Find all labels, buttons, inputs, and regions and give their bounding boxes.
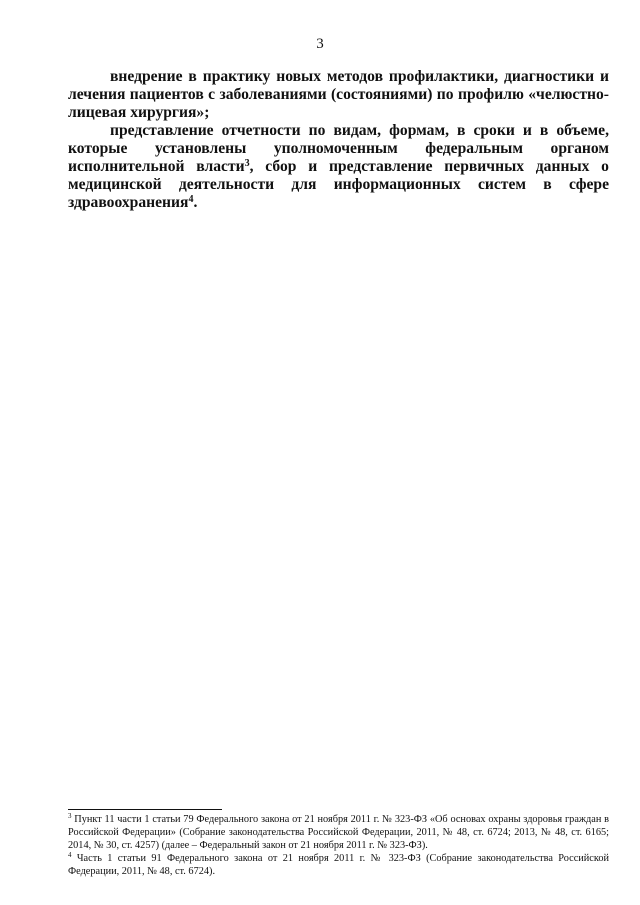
paragraph-reporting-text-c: . bbox=[193, 194, 198, 211]
paragraph-implementation: внедрение в практику новых методов профилактики, диагностики и лечения пациентов с заболеваниями (состояниями) по профилю «челюстно-лицевая хирургия»; bbox=[68, 68, 609, 121]
footnote bbox=[68, 852, 609, 878]
paragraph-reporting-text-b: , сбор и представление первичных данных о медицинской деятельности для информационных систем в сфере здравоохранения bbox=[68, 158, 609, 211]
footnote bbox=[68, 813, 609, 852]
footnote-marker: 3 bbox=[68, 812, 72, 820]
footnote-text: Пункт 11 части 1 статьи 79 Федерального закона от 21 ноября 2011 г. № 323-ФЗ «Об основах охраны здоровья граждан в Российской Федерации» (Собрание законодательства Российской Федерации, 2011, № 48, ст. 6724; 2013, № 48, ст. 6165; 2014, № 30, ст. 4257) (далее – Федеральный закон от 21 ноября 2011 г. № 323-ФЗ). bbox=[68, 814, 609, 851]
footnote-marker: 4 bbox=[68, 851, 72, 859]
page-number: 3 bbox=[316, 36, 324, 52]
footnote-ref-4: 4 bbox=[188, 194, 194, 205]
footnote-ref-3: 3 bbox=[244, 158, 250, 169]
footnote-separator bbox=[68, 809, 222, 810]
footnotes bbox=[68, 813, 609, 878]
paragraph-reporting-text-a: представление отчетности по видам, формам, в сроки и в объеме, которые установлены уполномоченным федеральным органом исполнительной власти bbox=[68, 122, 609, 175]
footnote-text: Часть 1 статьи 91 Федерального закона от 21 ноября 2011 г. № 323-ФЗ (Собрание законодательства Российской Федерации, 2011, № 48, ст. 6724). bbox=[68, 853, 609, 877]
body-text bbox=[68, 68, 609, 212]
paragraph-reporting bbox=[68, 122, 609, 212]
